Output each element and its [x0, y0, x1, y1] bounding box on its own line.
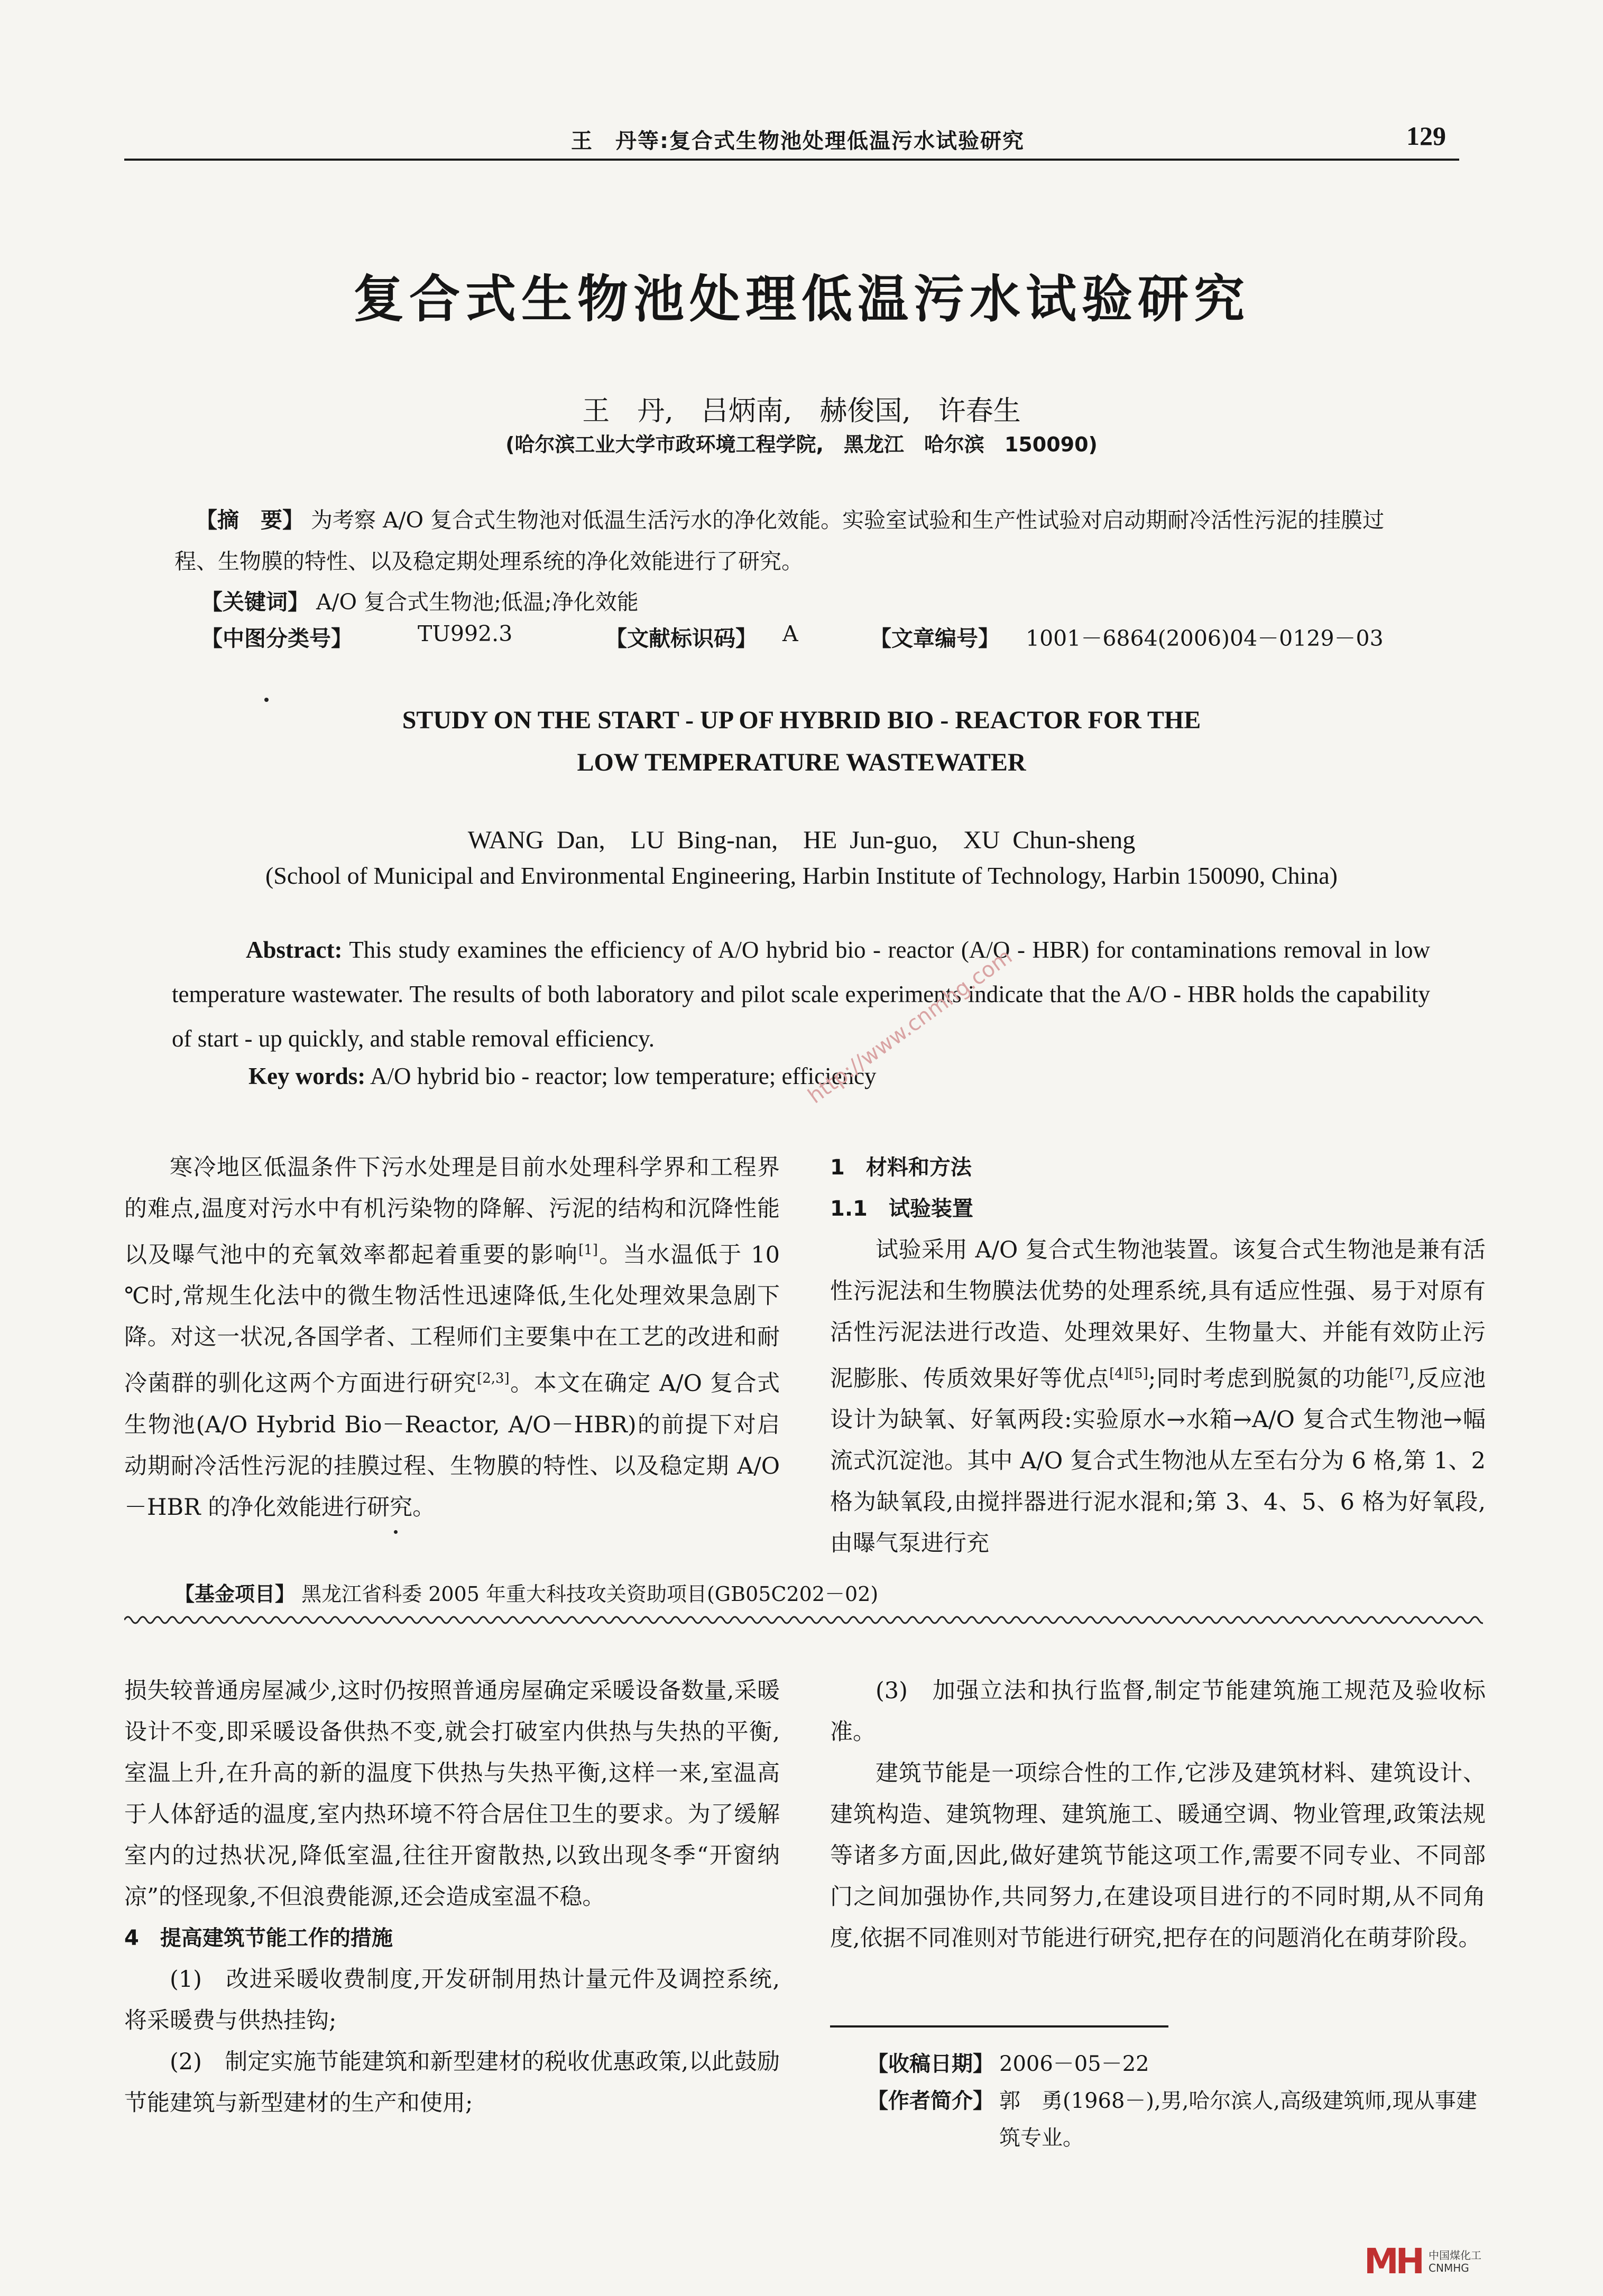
- print-speck: [394, 1530, 398, 1534]
- keywords-cn: [201, 581, 1454, 623]
- methods-text-a: 试验采用 A/O 复合式生物池装置。该复合式生物池是兼有活性污泥法和生物膜法优势的处理系统,具有适应性强、易于对原有活性污泥法进行改造、处理效果好、生物量大、并能有效防止污泥膨胀、传质效果好等优点: [830, 1237, 1486, 1392]
- english-keywords-text: A/O hybrid bio - reactor; low temperature; efficiency: [370, 1063, 877, 1089]
- citation: [7]: [1389, 1366, 1409, 1382]
- abstract-text: 为考察 A/O 复合式生物池对低温生活污水的净化效能。实验室试验和生产性试验对启动期耐冷活性污泥的挂膜过程、生物膜的特性、以及稳定期处理系统的净化效能进行了研究。: [174, 507, 1385, 574]
- english-keywords: [248, 1062, 877, 1090]
- citation: [4][5]: [1109, 1366, 1148, 1382]
- affiliation: (哈尔滨工业大学市政环境工程学院, 黑龙江 哈尔滨 150090): [505, 433, 1098, 456]
- english-affiliation: (School of Municipal and Environmental Engineering, Harbin Institute of Technology, Harbin 150090, China): [265, 862, 1338, 889]
- author-bio-label: 【作者简介】: [867, 2089, 994, 2113]
- citation: [1]: [578, 1242, 598, 1258]
- article2-paragraph: 建筑节能是一项综合性的工作,它涉及建筑材料、建筑设计、建筑构造、建筑物理、建筑施工、暖通空调、物业管理,政策法规等诸多方面,因此,做好建筑节能这项工作,需要不同专业、不同部门之间加强协作,共同努力,在建设项目进行的不同时期,从不同角度,依据不同准则对节能进行研究,把存在的问题消化在萌芽阶段。: [830, 1760, 1486, 1951]
- methods-text-c: ,反应池设计为缺氧、好氧两段:实验原水→水箱→A/O 复合式生物池→幅流式沉淀池。其中 A/O 复合式生物池从左至右分为 6 格,第 1、2 格为缺氧段,由搅拌器进行泥水混和;第 3、4、5、6 格为好氧段,由曝气泵进行充: [830, 1365, 1486, 1557]
- article2-paragraph: 损失较普通房屋减少,这时仍按照普通房屋确定采暖设备数量,采暖设计不变,即采暖设备供热不变,就会打破室内供热与失热的平衡,室温上升,在升高的新的温度下供热与失热平衡,这样一来,室温高于人体舒适的温度,室内热环境不符合居住卫生的要求。为了缓解室内的过热状况,降低室温,往往开窗散热,以致出现冬季“开窗纳凉”的怪现象,不但浪费能源,还会造成室温不稳。: [124, 1678, 780, 1910]
- subsection-heading: 1.1 试验装置: [830, 1197, 973, 1221]
- abstract-cn: [174, 499, 1427, 582]
- footnote-rule: [830, 2025, 1168, 2027]
- clc-label: 【中图分类号】: [201, 626, 353, 651]
- funding-text: 黑龙江省科委 2005 年重大科技攻关资助项目(GB05C202－02): [301, 1582, 879, 1606]
- abstract-label: 【摘 要】: [196, 507, 304, 533]
- funding-note: [174, 1578, 878, 1607]
- english-keywords-label: Key words:: [248, 1063, 366, 1089]
- header-rule: [124, 159, 1459, 161]
- keywords-text: A/O 复合式生物池;低温;净化效能: [316, 589, 639, 615]
- print-speck: [264, 698, 269, 702]
- running-title: 王 丹等:复合式生物池处理低温污水试验研究: [571, 129, 1025, 153]
- page-number: 129: [1406, 121, 1446, 151]
- author-bio-value: 郭 勇(1968－),男,哈尔滨人,高级建筑师,现从事建筑专业。: [999, 2089, 1477, 2150]
- funding-label: 【基金项目】: [174, 1582, 296, 1606]
- article-no-label: 【文章编号】: [870, 626, 1000, 651]
- received-date: [867, 2045, 1486, 2082]
- publisher-logo: [1364, 2241, 1481, 2282]
- measure-item: (1) 改进采暖收费制度,开发研制用热计量元件及调控系统,将采暖费与供热挂钩;: [124, 1966, 780, 2034]
- received-label: 【收稿日期】: [867, 2052, 994, 2076]
- english-abstract: [172, 928, 1430, 1061]
- english-title-line1: STUDY ON THE START - UP OF HYBRID BIO - REACTOR FOR THE: [402, 706, 1201, 734]
- methods-column: [830, 1147, 1486, 1564]
- intro-text-c: 。本文在确定 A/O 复合式生物池(A/O Hybrid Bio－Reactor, A/O－HBR)的前提下对启动期耐冷活性污泥的挂膜过程、生物膜的特性、以及稳定期 A/O－HBR 的净化效能进行研究。: [124, 1370, 780, 1521]
- citation: [2,3]: [477, 1371, 510, 1387]
- article2-left-column: [124, 1670, 780, 2124]
- intro-paragraph: [124, 1147, 780, 1528]
- english-title-line2: LOW TEMPERATURE WASTEWATER: [577, 748, 1026, 776]
- intro-column: [124, 1147, 780, 1528]
- author-bio: [867, 2082, 1486, 2156]
- methods-paragraph: [830, 1229, 1486, 1564]
- logo-text-cn: 中国煤化工: [1429, 2248, 1482, 2262]
- clc-value: TU992.3: [418, 621, 513, 646]
- logo-mark: MH: [1364, 2241, 1422, 2282]
- intro-text-a: 寒冷地区低温条件下污水处理是目前水处理科学界和工程界的难点,温度对污水中有机污染物的降解、污泥的结构和沉降性能以及曝气池中的充氧效率都起着重要的影响: [124, 1154, 780, 1269]
- doc-code-label: 【文献标识码】: [605, 626, 757, 651]
- keywords-label: 【关键词】: [201, 589, 309, 615]
- article-title: 复合式生物池处理低温污水试验研究: [353, 270, 1250, 329]
- article2-right-column: [830, 1670, 1486, 1959]
- english-abstract-label: Abstract:: [246, 937, 343, 963]
- received-value: 2006－05－22: [999, 2052, 1149, 2076]
- english-abstract-text: This study examines the efficiency of A/O hybrid bio - reactor (A/O - HBR) for contaminations removal in low temperature wastewater. The results of both laboratory and pilot scale experiments indicate that the A/O - HBR holds the capability of start - up quickly, and stable removal efficiency.: [172, 937, 1431, 1052]
- intro-text-b: 。当水温低于 10 ℃时,常规生化法中的微生物活性迅速降低,生化处理效果急剧下降。对这一状况,各国学者、工程师们主要集中在工艺的改进和耐冷菌群的驯化这两个方面进行研究: [124, 1242, 780, 1397]
- english-authors: WANG Dan, LU Bing-nan, HE Jun-guo, XU Chun-sheng: [467, 826, 1136, 854]
- measure-item: (3) 加强立法和执行监督,制定节能建筑施工规范及验收标准。: [830, 1678, 1486, 1745]
- section-heading: 1 材料和方法: [830, 1155, 972, 1180]
- doc-code-value: A: [782, 621, 798, 646]
- article-no-value: 1001－6864(2006)04－0129－03: [1026, 626, 1384, 651]
- logo-text-en: CNMHG: [1429, 2261, 1469, 2274]
- measure-item: (2) 制定实施节能建筑和新型建材的税收优惠政策,以此鼓励节能建筑与新型建材的生产和使用;: [124, 2049, 780, 2116]
- methods-text-b: ;同时考虑到脱氮的功能: [1148, 1365, 1389, 1392]
- author-list: 王 丹, 吕炳南, 赫俊国, 许春生: [582, 395, 1021, 427]
- wavy-separator: [124, 1612, 1483, 1628]
- watermark-url: http://www.cnmhg.com: [804, 944, 1017, 1109]
- section-heading: 4 提高建筑节能工作的措施: [124, 1926, 393, 1950]
